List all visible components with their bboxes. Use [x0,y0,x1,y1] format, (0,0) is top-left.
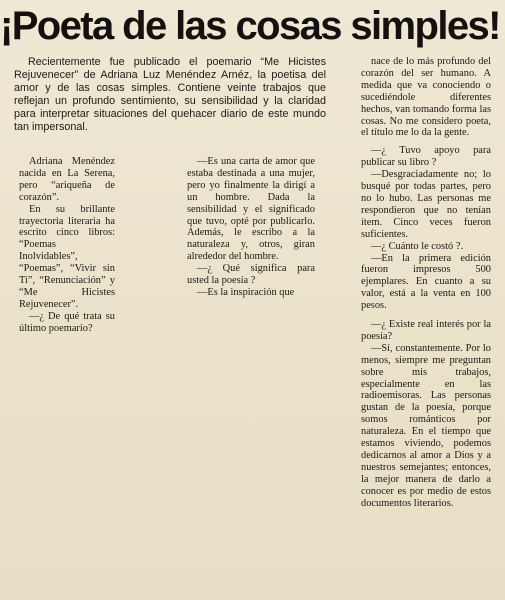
headline: ¡Poeta de las cosas simples! [0,4,500,48]
col2-answer: —Es la inspiración que [197,286,295,298]
col3-question: —¿ Tuvo apoyo para publicar su libro ? [361,145,491,169]
col1-paragraph: En su brillante trayectoria literaria ha escrito cinco libros: “Poemas Inolvidables”, “Poemas”, “Vivir sin Ti”, “Renunciación” y “Me Hicistes Rejuvenecer”. [19,203,115,310]
col3-answer: —Desgraciadamente no; lo busqué por todas partes, pero no lo hubo. Las personas me respondieron que no tenían ítem. Cinco veces fueron suficientes. [361,169,491,240]
col2-answer: —Es una carta de amor que estaba destinada a una mujer, pero yo finalmente la dirigí a un hombre. Dada la sensibilidad y el significado que tuvo, opté por publicarlo. Además, le escribo a la naturaleza y, otros, giran alrededor del hombre. [187,156,315,263]
col2-question: —¿ Qué significa para usted la poesía ? [187,263,315,287]
column-3 [361,56,491,510]
column-1 [19,156,115,335]
col3-question: —¿ Existe real interés por la poesía? [361,319,491,342]
col3-question: —¿ Cuánto le costó ?. [371,240,464,252]
col1-paragraph: Adriana Menéndez nacida en La Serena, pero “ariqueña de corazón”. [19,156,115,203]
col3-answer: —Sí, constantemente. Por lo menos, siempre me preguntan sobre mis trabajos, especialmente en las radioemisoras. Las personas gustan de la poesía, porque somos románticos por naturaleza. En el tiempo que estamos viviendo, podemos dedicarnos al amor a Dios y a nuestros semejantes; entonces, la mejor manera de darlo a conocer es por medio de estos documentos literarios. [361,342,491,509]
col3-answer: —En la primera edición fueron impresos 500 ejemplares. En cuanto a su valor, está a la venta en 100 pesos. [361,252,491,312]
col1-question: —¿ De qué trata su último poemario? [19,310,115,334]
column-2 [187,156,315,299]
intro-paragraph: Recientemente fue publicado el poemario “Me Hicistes Rejuvenecer” de Adriana Luz Menéndez Arnéz, la poetisa del amor y de las cosas simples. Contiene veinte trabajos que reflejan un profundo sentimiento, su sensibilidad y la claridad para interpretar situaciones del quehacer diario de este mundo tan impersonal. [14,56,326,134]
col3-answer: nace de lo más profundo del corazón del ser humano. A medida que va conociendo o sucediéndole diferentes hechos, van tomando forma las cosas. No me considero poeta, el título me lo da la gente. [361,56,491,139]
